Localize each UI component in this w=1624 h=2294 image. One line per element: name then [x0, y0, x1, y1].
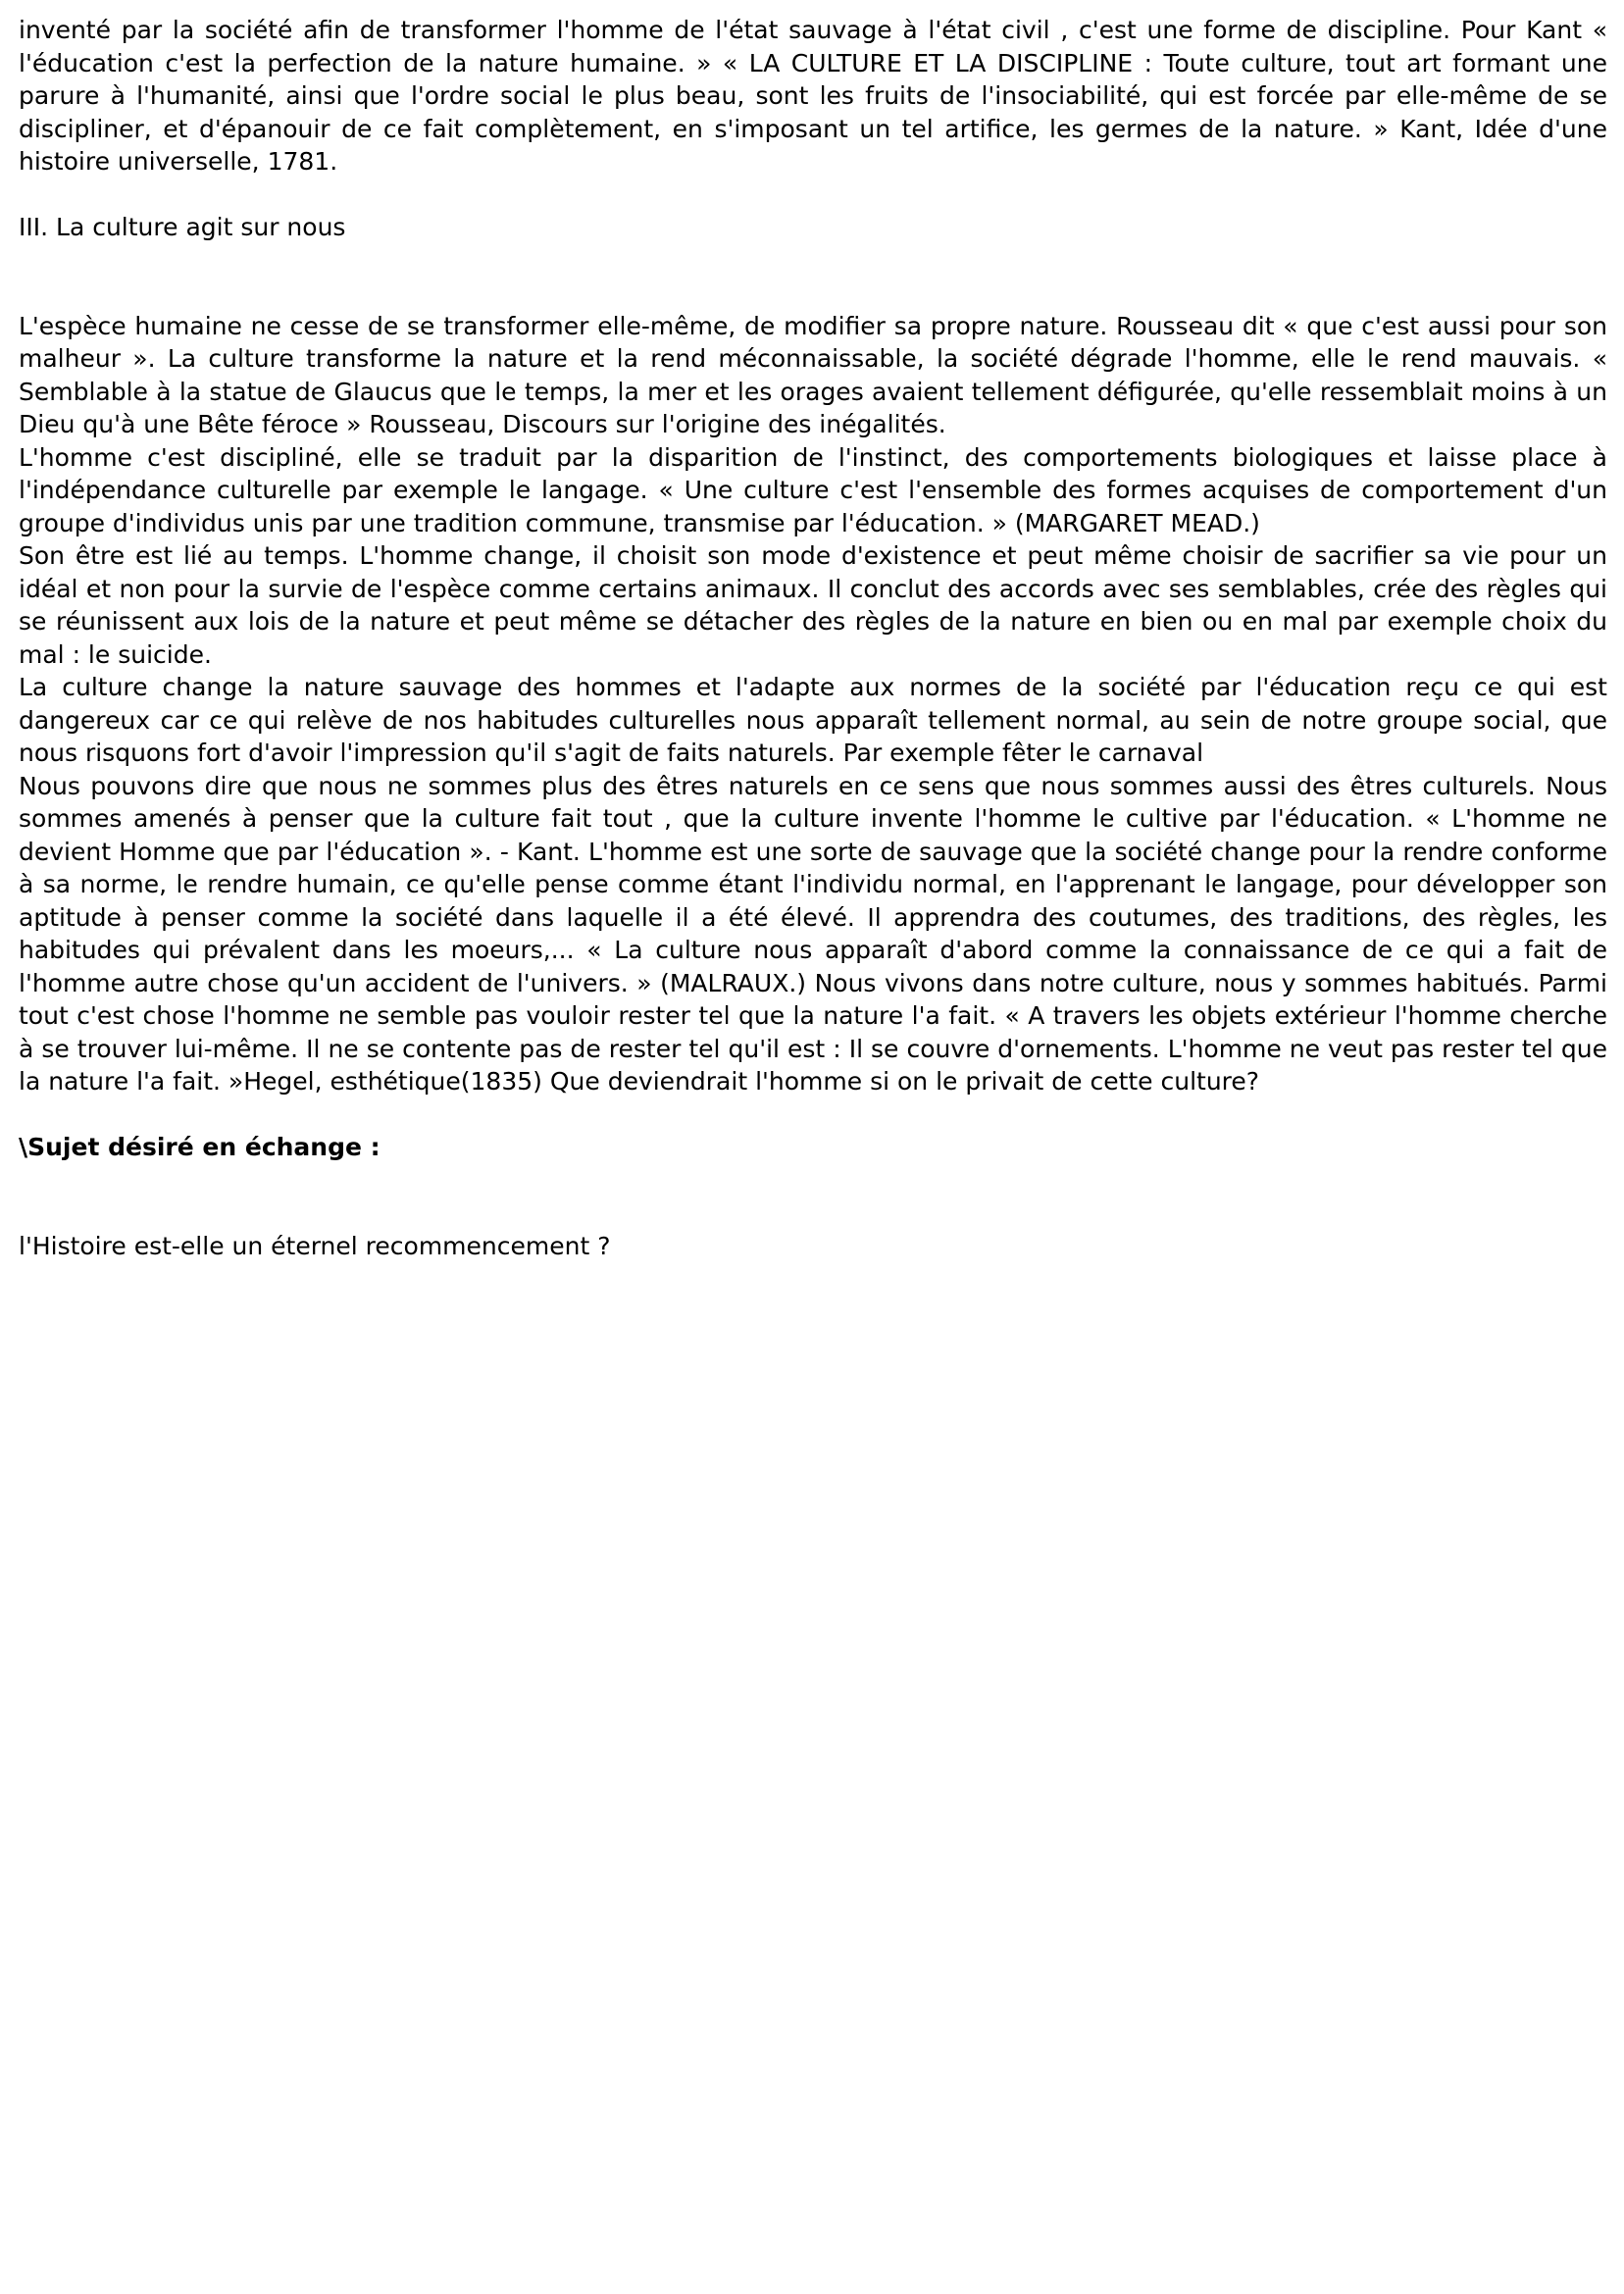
- paragraph-discipline: L'homme c'est discipliné, elle se traduit par la disparition de l'instinct, des comportements biologiques et laisse place à l'indépendance culturelle par exemple le langage. « Une culture c'est l'ensemble des formes acquises de comportement d'un groupe d'individus unis par une tradition commune, transmise par l'éducation. » (MARGARET MEAD.): [19, 442, 1607, 537]
- paragraph-temps: Son être est lié au temps. L'homme change, il choisit son mode d'existence et peut même choisir de sacrifier sa vie pour un idéal et non pour la survie de l'espèce comme certains animaux. Il conclut des accords avec ses semblables, crée des règles qui se réunissent aux lois de la nature et peut même se détacher des règles de la nature en bien ou en mal par exemple choix du mal : le suicide.: [19, 541, 1607, 669]
- subject-text: l'Histoire est-elle un éternel recommencement ?: [19, 1231, 611, 1260]
- document-page: [19, 14, 1607, 1262]
- paragraph-intro: inventé par la société afin de transformer l'homme de l'état sauvage à l'état civil , c'est une forme de discipline. Pour Kant « l'éducation c'est la perfection de la nature humaine. » « LA CULTURE ET LA DISCIPLINE : Toute culture, tout art formant une parure à l'humanité, ainsi que l'ordre social le plus beau, sont les fruits de l'insociabilité, qui est forcée par elle-même de se discipliner, et d'épanouir de ce fait complètement, en s'imposant un tel artifice, les germes de la nature. » Kant, Idée d'une histoire universelle, 1781.: [19, 16, 1607, 176]
- paragraph-nature-sauvage: La culture change la nature sauvage des hommes et l'adapte aux normes de la société par l'éducation reçu ce qui est dangereux car ce qui relève de nos habitudes culturelles nous apparaît tellement normal, au sein de notre groupe social, que nous risquons fort d'avoir l'impression qu'il s'agit de faits naturels. Par exemple fêter le carnaval: [19, 673, 1607, 767]
- section-heading: III. La culture agit sur nous: [19, 213, 346, 241]
- paragraph-etres-culturels: Nous pouvons dire que nous ne sommes plus des êtres naturels en ce sens que nous sommes aussi des êtres culturels. Nous sommes amenés à penser que la culture fait tout , que la culture invente l'homme le cultive par l'éducation. « L'homme ne devient Homme que par l'éducation ». - Kant. L'homme est une sorte de sauvage que la société change pour la rendre conforme à sa norme, le rendre humain, ce qu'elle pense comme étant l'individu normal, en l'apprenant le langage, pour développer son aptitude à penser comme la société dans laquelle il a été élevé. Il apprendra des coutumes, des traditions, des règles, les habitudes qui prévalent dans les moeurs,... « La culture nous apparaît d'abord comme la connaissance de ce qui a fait de l'homme autre chose qu'un accident de l'univers. » (MALRAUX.) Nous vivons dans notre culture, nous y sommes habitués. Parmi tout c'est chose l'homme ne semble pas vouloir rester tel que la nature l'a fait. « A travers les objets extérieur l'homme cherche à se trouver lui-même. Il ne se contente pas de rester tel qu'il est : Il se couvre d'ornements. L'homme ne veut pas rester tel que la nature l'a fait. »Hegel, esthétique(1835) Que deviendrait l'homme si on le privait de cette culture?: [19, 771, 1607, 1096]
- subject-label: \Sujet désiré en échange :: [19, 1133, 381, 1161]
- paragraph-rousseau: L'espèce humaine ne cesse de se transformer elle-même, de modifier sa propre nature. Rousseau dit « que c'est aussi pour son malheur ». La culture transforme la nature et la rend méconnaissable, la société dégrade l'homme, elle le rend mauvais. « Semblable à la statue de Glaucus que le temps, la mer et les orages avaient tellement défigurée, qu'elle ressemblait moins à un Dieu qu'à une Bête féroce » Rousseau, Discours sur l'origine des inégalités.: [19, 311, 1607, 438]
- section-body: [19, 310, 1607, 1098]
